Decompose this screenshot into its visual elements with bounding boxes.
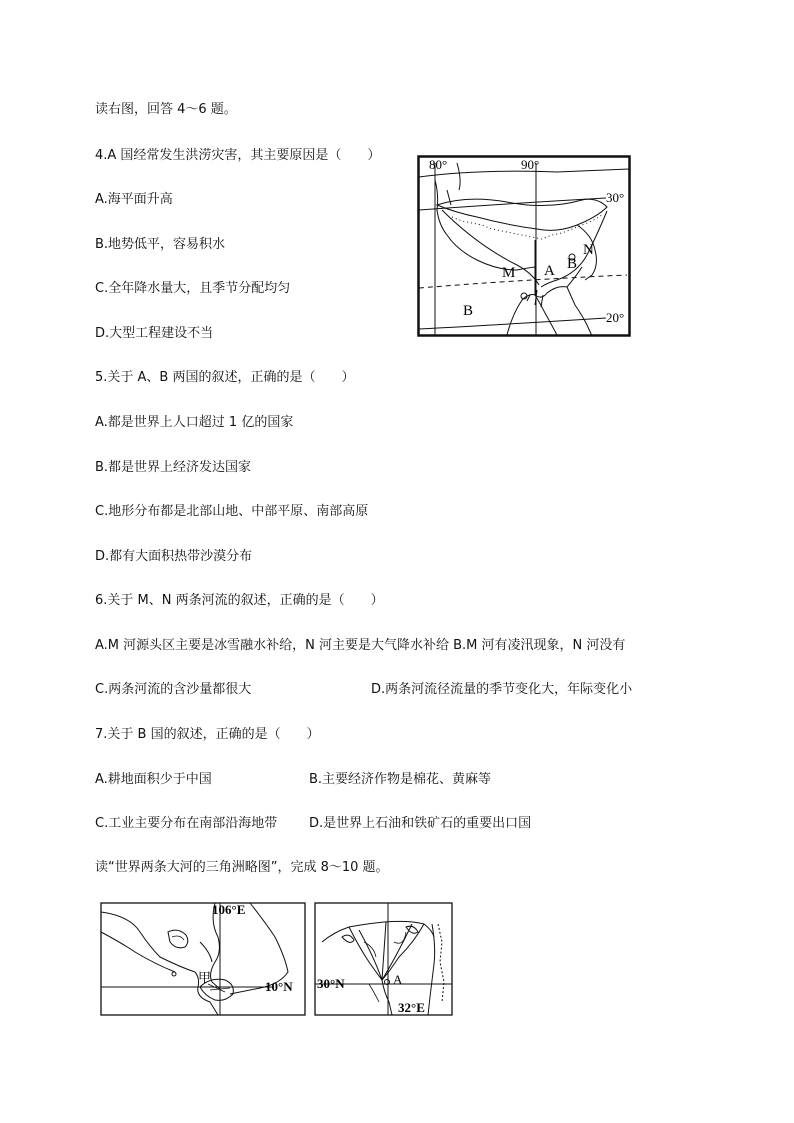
q4-option-b: B.地势低平，容易积水 xyxy=(95,237,226,252)
q7-option-b: B.主要经济作物是棉花、黄麻等 xyxy=(309,772,492,787)
lon-106e-label: 106°E xyxy=(212,902,246,917)
q5-option-a: A.都是世界上人口超过 1 亿的国家 xyxy=(95,415,294,430)
q4-option-c: C.全年降水量大，且季节分配均匀 xyxy=(95,281,291,296)
q4-stem: 4.A 国经常发生洪涝灾害，其主要原因是（ ） xyxy=(95,148,381,163)
lat-10n-label: 10°N xyxy=(265,979,293,994)
mekong-delta-map xyxy=(100,902,306,1016)
lat-30n-label: 30°N xyxy=(317,976,345,991)
q7-option-d: D.是世界上石油和铁矿石的重要出口国 xyxy=(309,816,532,831)
label-n: N xyxy=(583,242,594,258)
label-a-nile: A xyxy=(393,972,403,987)
lat-30-label: 30° xyxy=(606,190,625,205)
q7-option-a: A.耕地面积少于中国 xyxy=(95,772,212,787)
label-a: A xyxy=(544,263,555,279)
q6-option-c: C.两条河流的含沙量都很大 xyxy=(95,682,252,697)
q5-option-d: D.都有大面积热带沙漠分布 xyxy=(95,549,253,564)
q7-option-c: C.工业主要分布在南部沿海地带 xyxy=(95,816,278,831)
nile-delta-map xyxy=(314,902,453,1016)
q4-option-a: A.海平面升高 xyxy=(95,192,173,207)
q5-stem: 5.关于 A、B 两国的叙述，正确的是（ ） xyxy=(95,370,355,385)
q7-stem: 7.关于 B 国的叙述，正确的是（ ） xyxy=(95,727,320,742)
intro-text-2: 读“世界两条大河的三角洲略图”，完成 8～10 题。 xyxy=(95,860,389,875)
q6-option-d: D.两条河流径流量的季节变化大，年际变化小 xyxy=(371,682,633,697)
lon-80-label: 80° xyxy=(429,157,448,172)
q5-option-b: B.都是世界上经济发达国家 xyxy=(95,460,252,475)
q6-option-ab: A.M 河源头区主要是冰雪融水补给，N 河主要是大气降水补给 B.M 河有凌汛现象，N 河没有 xyxy=(95,638,626,653)
lon-32e-label: 32°E xyxy=(398,1000,425,1015)
label-b-west: B xyxy=(463,303,474,319)
q6-stem: 6.关于 M、N 两条河流的叙述，正确的是（ ） xyxy=(95,593,384,608)
q5-option-c: C.地形分布都是北部山地、中部平原、南部高原 xyxy=(95,504,369,519)
lon-90-label: 90° xyxy=(521,157,540,172)
label-m: M xyxy=(502,265,516,281)
lat-20-label: 20° xyxy=(606,310,625,325)
south-asia-map xyxy=(417,155,631,338)
label-jia: 甲 xyxy=(198,970,212,985)
intro-text-1: 读右图，回答 4～6 题。 xyxy=(95,102,237,117)
label-b-east: B xyxy=(567,256,578,272)
q4-option-d: D.大型工程建设不当 xyxy=(95,326,214,341)
